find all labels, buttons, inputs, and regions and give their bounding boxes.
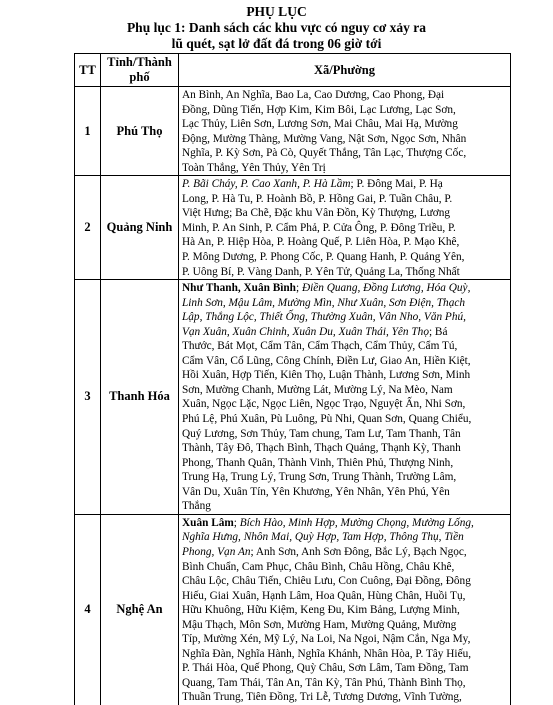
commune-line bbox=[182, 161, 507, 176]
commune-segment: Động, Mường Thàng, Mường Vang, Nật Sơn, Ngọc Sơn, Nhân bbox=[182, 132, 467, 145]
row-number: 1 bbox=[75, 87, 101, 176]
commune-line bbox=[182, 310, 507, 325]
commune-list bbox=[179, 280, 511, 515]
commune-segment: Phong, Thanh Quân, Thành Vinh, Thiên Phủ, Thượng Ninh, bbox=[182, 456, 454, 469]
appendix-subtitle-line-2: lũ quét, sạt lở đất đá trong 06 giờ tới bbox=[171, 36, 382, 51]
commune-line bbox=[182, 296, 507, 311]
commune-segment: Minh, P. An Sinh, P. Cẩm Phả, P. Cửa Ông, P. Đông Triều, P. bbox=[182, 221, 456, 234]
commune-segment: Xuân, Ngọc Lặc, Ngọc Liên, Ngọc Trạo, Nguyệt Ấn, Nhi Sơn, bbox=[182, 398, 466, 411]
commune-segment: Nghĩa, P. Kỳ Sơn, Pà Cò, Quyết Thắng, Tân Lạc, Thượng Cốc, bbox=[182, 147, 467, 160]
commune-segment: ; Bá bbox=[428, 325, 448, 338]
commune-line bbox=[182, 146, 507, 161]
commune-list bbox=[179, 87, 511, 176]
commune-line bbox=[182, 441, 507, 456]
risk-area-table bbox=[74, 53, 511, 705]
commune-line bbox=[182, 397, 507, 412]
commune-segment-italic: Lập, Thắng Lộc, Thiết Ống, Thường Xuân, Vân Nho, Văn Phú, bbox=[182, 311, 466, 324]
commune-segment: Nghĩa Đàn, Nghĩa Hành, Nghĩa Khánh, Nhân Hòa, P. Tây Hiếu, bbox=[182, 647, 472, 660]
commune-line bbox=[182, 661, 507, 676]
commune-line bbox=[182, 103, 507, 118]
appendix-subtitle-line-1: Phụ lục 1: Danh sách các khu vực có nguy cơ xảy ra bbox=[126, 20, 427, 35]
commune-segment: P. Thái Hòa, Quế Phong, Quỳ Châu, Sơn Lâm, Tam Đồng, Tam bbox=[182, 662, 469, 675]
commune-segment: ; bbox=[295, 282, 302, 295]
commune-segment: Thước, Bát Mọt, Cẩm Tân, Cẩm Thạch, Cẩm Thủy, Cẩm Tú, bbox=[182, 340, 458, 353]
commune-line bbox=[182, 427, 507, 442]
commune-segment-italic: Phong, Vạn An bbox=[182, 545, 251, 558]
commune-segment: ; Anh Sơn, Anh Sơn Đông, Bắc Lý, Bạch Ngọc, bbox=[250, 545, 467, 558]
header-tinh: Tỉnh/Thành phố bbox=[101, 54, 179, 87]
table-body bbox=[75, 87, 511, 705]
commune-line bbox=[182, 383, 507, 398]
commune-segment: P. Mông Dương, P. Phong Cốc, P. Quang Hanh, P. Quảng Yên, bbox=[182, 251, 465, 264]
row-number: 2 bbox=[75, 176, 101, 280]
commune-line bbox=[182, 516, 507, 531]
commune-segment: An Bình, An Nghĩa, Bao La, Cao Dương, Cao Phong, Đại bbox=[182, 89, 445, 101]
commune-line bbox=[182, 412, 507, 427]
commune-line bbox=[182, 574, 507, 589]
commune-line bbox=[182, 117, 507, 132]
header-xa: Xã/Phường bbox=[179, 54, 511, 87]
commune-line bbox=[182, 354, 507, 369]
commune-segment: Cẩm Vân, Cổ Lũng, Công Chính, Điền Lư, Giao An, Hiền Kiệt, bbox=[182, 354, 471, 367]
commune-line bbox=[182, 485, 507, 500]
commune-segment: Quý Lương, Sơn Thủy, Tam chung, Tam Lư, Tam Thanh, Tân bbox=[182, 427, 461, 440]
commune-segment-bold: Xuân Lâm bbox=[182, 516, 234, 529]
commune-line bbox=[182, 647, 507, 662]
commune-segment-italic: P. Bãi Cháy, P. Cao Xanh, P. Hà Lầm bbox=[182, 178, 351, 191]
header-tt: TT bbox=[75, 54, 101, 87]
table-row bbox=[75, 176, 511, 280]
commune-segment: ; bbox=[233, 516, 240, 529]
table-row bbox=[75, 87, 511, 176]
commune-segment: Trung Hạ, Trung Lý, Trung Sơn, Trung Thành, Trường Lâm, bbox=[182, 471, 457, 484]
commune-segment: Thuần Trung, Tiên Đồng, Tri Lễ, Tương Dương, Vĩnh Tường, bbox=[182, 691, 462, 704]
commune-list bbox=[179, 176, 511, 280]
province-name: Nghệ An bbox=[101, 514, 179, 705]
row-number: 4 bbox=[75, 514, 101, 705]
commune-segment-bold: Như Thanh, Xuân Bình bbox=[182, 282, 296, 295]
commune-segment: Quang, Tam Thái, Tân An, Tân Kỳ, Tân Phú, Thành Bình Thọ, bbox=[182, 676, 466, 689]
commune-line bbox=[182, 530, 507, 545]
commune-segment: Típ, Mường Xén, Mỹ Lý, Na Loi, Na Ngoi, Nậm Cắn, Nga My, bbox=[182, 633, 471, 646]
commune-line bbox=[182, 456, 507, 471]
commune-line bbox=[182, 206, 507, 221]
commune-segment-italic: Linh Sơn, Mậu Lâm, Mường Mìn, Như Xuân, Sơn Điện, Thạch bbox=[182, 296, 466, 309]
commune-segment: Đồng, Dũng Tiến, Hợp Kim, Kim Bôi, Lạc Lương, Lạc Sơn, bbox=[182, 103, 456, 116]
commune-line bbox=[182, 560, 507, 575]
commune-line bbox=[182, 265, 507, 280]
commune-segment: ; P. Đông Mai, P. Hạ bbox=[350, 178, 443, 191]
commune-line bbox=[182, 368, 507, 383]
commune-segment-italic: Vạn Xuân, Xuân Chinh, Xuân Du, Xuân Thái, Yên Thọ bbox=[182, 325, 429, 338]
table-header-row bbox=[75, 54, 511, 87]
commune-line bbox=[182, 545, 507, 560]
commune-segment: Hồi Xuân, Hợp Tiến, Kiên Thọ, Luận Thành, Lương Sơn, Minh bbox=[182, 369, 471, 382]
commune-line bbox=[182, 632, 507, 647]
commune-line bbox=[182, 676, 507, 691]
commune-line bbox=[182, 235, 507, 250]
commune-line bbox=[182, 325, 507, 340]
commune-segment: Thắng bbox=[182, 500, 211, 513]
commune-segment: Lạc Thủy, Liên Sơn, Lương Sơn, Mai Châu, Mai Hạ, Mường bbox=[182, 118, 458, 131]
commune-segment: Toàn Thắng, Yên Thủy, Yên Trị bbox=[182, 161, 326, 174]
commune-list bbox=[179, 514, 511, 705]
commune-line bbox=[182, 177, 507, 192]
province-name: Thanh Hóa bbox=[101, 280, 179, 515]
commune-line bbox=[182, 589, 507, 604]
commune-line bbox=[182, 470, 507, 485]
commune-segment: Châu Lộc, Châu Tiến, Chiêu Lưu, Con Cuông, Đại Đồng, Đông bbox=[182, 575, 471, 588]
commune-line bbox=[182, 339, 507, 354]
commune-segment: Phú Lệ, Phú Xuân, Pù Luông, Pù Nhi, Quan Sơn, Quang Chiểu, bbox=[182, 413, 472, 426]
commune-segment-italic: Điền Quang, Đồng Lương, Hóa Quỳ, bbox=[301, 282, 471, 295]
commune-segment: Hữu Khuông, Hữu Kiệm, Keng Đu, Kim Bảng, Lượng Minh, bbox=[182, 604, 460, 617]
commune-segment: P. Uông Bí, P. Vàng Danh, P. Yên Tử, Quảng La, Thống Nhất bbox=[182, 265, 460, 278]
commune-line bbox=[182, 132, 507, 147]
commune-segment: Bình Chuẩn, Cam Phục, Châu Bình, Châu Hồng, Châu Khê, bbox=[182, 560, 455, 573]
commune-line bbox=[182, 192, 507, 207]
commune-line bbox=[182, 281, 507, 296]
commune-segment: Thành, Tây Đô, Thạch Bình, Thạch Quảng, Thạnh Kỳ, Thanh bbox=[182, 442, 461, 455]
commune-segment-italic: Nghĩa Hưng, Nhôn Mai, Quỳ Hợp, Tam Hợp, Thông Thụ, Tiền bbox=[182, 531, 464, 544]
row-number: 3 bbox=[75, 280, 101, 515]
commune-line bbox=[182, 221, 507, 236]
table-row bbox=[75, 280, 511, 515]
commune-line bbox=[182, 499, 507, 514]
commune-segment: Long, P. Hà Tu, P. Hoành Bồ, P. Hồng Gai, P. Tuần Châu, P. bbox=[182, 192, 453, 205]
commune-line bbox=[182, 603, 507, 618]
commune-line bbox=[182, 88, 507, 103]
commune-segment: Hà An, P. Hiệp Hòa, P. Hoàng Quế, P. Liên Hòa, P. Mạo Khê, bbox=[182, 236, 460, 249]
commune-segment: Việt Hưng; Ba Chẽ, Đặc khu Vân Đồn, Kỳ Thượng, Lương bbox=[182, 207, 450, 220]
commune-segment: Hiếu, Giai Xuân, Hạnh Lâm, Hoa Quân, Hùng Chân, Huồi Tụ, bbox=[182, 589, 466, 602]
commune-line bbox=[182, 250, 507, 265]
province-name: Quảng Ninh bbox=[101, 176, 179, 280]
commune-line bbox=[182, 690, 507, 705]
commune-segment: Mậu Thạch, Môn Sơn, Mường Ham, Mường Quảng, Mường bbox=[182, 618, 457, 631]
province-name: Phú Thọ bbox=[101, 87, 179, 176]
commune-segment: Vân Du, Xuân Tín, Yên Khương, Yên Nhân, Yên Phú, Yên bbox=[182, 485, 450, 498]
table-row bbox=[75, 514, 511, 705]
commune-segment: Sơn, Mường Chanh, Mường Lát, Mường Lý, Na Mèo, Nam bbox=[182, 383, 453, 396]
page-title: PHỤ LỤC bbox=[246, 4, 307, 19]
commune-segment-italic: Bích Hào, Minh Hợp, Mường Chọng, Mường Lống, bbox=[239, 516, 474, 529]
commune-line bbox=[182, 618, 507, 633]
